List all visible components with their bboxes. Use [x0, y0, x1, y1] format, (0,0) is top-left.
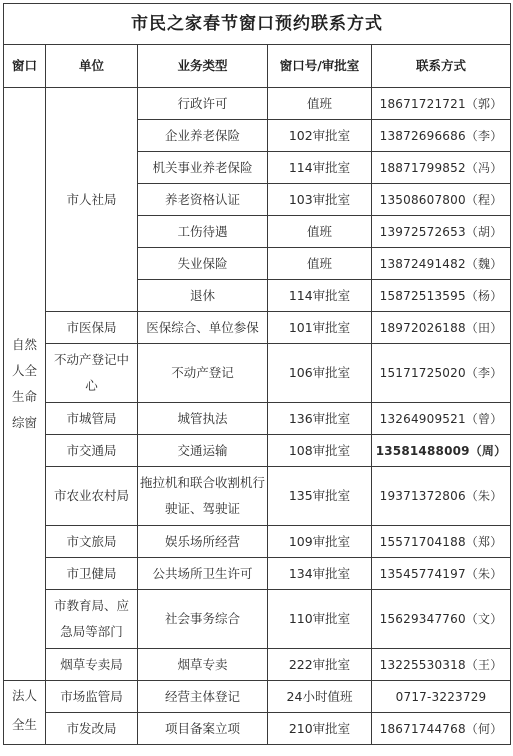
- table-row: [4, 88, 511, 120]
- table-row: [4, 713, 511, 745]
- office-cell: 108审批室: [268, 435, 372, 467]
- contact-cell: 13545774197（朱）: [372, 558, 511, 590]
- business-cell: 退休: [138, 280, 268, 312]
- table-title: 市民之家春节窗口预约联系方式: [4, 4, 511, 45]
- business-cell: 医保综合、单位参保: [138, 312, 268, 344]
- unit-cell: 市医保局: [46, 312, 138, 344]
- table-row: [4, 312, 511, 344]
- window-group-natural-person: 自然人全生命综窗: [4, 88, 46, 681]
- business-cell: 行政许可: [138, 88, 268, 120]
- table-row: [4, 681, 511, 713]
- office-cell: 135审批室: [268, 467, 372, 526]
- office-cell: 109审批室: [268, 526, 372, 558]
- office-cell: 102审批室: [268, 120, 372, 152]
- contact-cell: 18972026188（田）: [372, 312, 511, 344]
- business-cell: 养老资格认证: [138, 184, 268, 216]
- office-cell: 110审批室: [268, 590, 372, 649]
- office-cell: 222审批室: [268, 649, 372, 681]
- table-row: [4, 558, 511, 590]
- header-office: 窗口号/审批室: [268, 45, 372, 88]
- unit-cell: 市城管局: [46, 403, 138, 435]
- business-cell: 项目备案立项: [138, 713, 268, 745]
- window-group-legal-person: 法人全生: [4, 681, 46, 745]
- office-cell: 24小时值班: [268, 681, 372, 713]
- table-row: [4, 590, 511, 649]
- office-cell: 101审批室: [268, 312, 372, 344]
- unit-cell: 市交通局: [46, 435, 138, 467]
- table-row: [4, 403, 511, 435]
- office-cell: 106审批室: [268, 344, 372, 403]
- unit-cell: 市文旅局: [46, 526, 138, 558]
- contact-cell: 13225530318（王）: [372, 649, 511, 681]
- contact-cell: 15629347760（文）: [372, 590, 511, 649]
- business-cell: 城管执法: [138, 403, 268, 435]
- business-cell: 拖拉机和联合收割机行驶证、驾驶证: [138, 467, 268, 526]
- unit-cell: 烟草专卖局: [46, 649, 138, 681]
- business-cell: 企业养老保险: [138, 120, 268, 152]
- table-row: [4, 526, 511, 558]
- unit-cell: 市场监管局: [46, 681, 138, 713]
- table-row: [4, 467, 511, 526]
- unit-cell: 市发改局: [46, 713, 138, 745]
- table-row: [4, 344, 511, 403]
- unit-cell: 市卫健局: [46, 558, 138, 590]
- unit-cell: 不动产登记中心: [46, 344, 138, 403]
- header-business: 业务类型: [138, 45, 268, 88]
- business-cell: 公共场所卫生许可: [138, 558, 268, 590]
- office-cell: 值班: [268, 248, 372, 280]
- contact-cell: 0717-3223729: [372, 681, 511, 713]
- contact-table-sheet: [3, 3, 510, 745]
- contact-cell: 19371372806（朱）: [372, 467, 511, 526]
- office-cell: 114审批室: [268, 152, 372, 184]
- contact-cell: 13872696686（李）: [372, 120, 511, 152]
- header-window: 窗口: [4, 45, 46, 88]
- contact-cell: 13264909521（曾）: [372, 403, 511, 435]
- contact-cell: 13972572653（胡）: [372, 216, 511, 248]
- unit-cell: 市人社局: [46, 88, 138, 312]
- contact-cell: 18671721721（郭）: [372, 88, 511, 120]
- office-cell: 103审批室: [268, 184, 372, 216]
- contact-cell: 13581488009（周）: [372, 435, 511, 467]
- contact-cell: 15872513595（杨）: [372, 280, 511, 312]
- business-cell: 烟草专卖: [138, 649, 268, 681]
- office-cell: 114审批室: [268, 280, 372, 312]
- contact-cell: 18671744768（何）: [372, 713, 511, 745]
- office-cell: 136审批室: [268, 403, 372, 435]
- office-cell: 值班: [268, 88, 372, 120]
- business-cell: 社会事务综合: [138, 590, 268, 649]
- business-cell: 机关事业养老保险: [138, 152, 268, 184]
- contact-cell: 13508607800（程）: [372, 184, 511, 216]
- business-cell: 失业保险: [138, 248, 268, 280]
- unit-cell: 市教育局、应急局等部门: [46, 590, 138, 649]
- business-cell: 工伤待遇: [138, 216, 268, 248]
- business-cell: 经营主体登记: [138, 681, 268, 713]
- office-cell: 210审批室: [268, 713, 372, 745]
- contact-cell: 18871799852（冯）: [372, 152, 511, 184]
- office-cell: 值班: [268, 216, 372, 248]
- business-cell: 不动产登记: [138, 344, 268, 403]
- contact-cell: 15171725020（李）: [372, 344, 511, 403]
- unit-cell: 市农业农村局: [46, 467, 138, 526]
- header-contact: 联系方式: [372, 45, 511, 88]
- office-cell: 134审批室: [268, 558, 372, 590]
- table-row: [4, 649, 511, 681]
- business-cell: 娱乐场所经营: [138, 526, 268, 558]
- business-cell: 交通运输: [138, 435, 268, 467]
- contact-table: [3, 3, 511, 745]
- contact-cell: 13872491482（魏）: [372, 248, 511, 280]
- header-unit: 单位: [46, 45, 138, 88]
- table-row: [4, 435, 511, 467]
- contact-cell: 15571704188（郑）: [372, 526, 511, 558]
